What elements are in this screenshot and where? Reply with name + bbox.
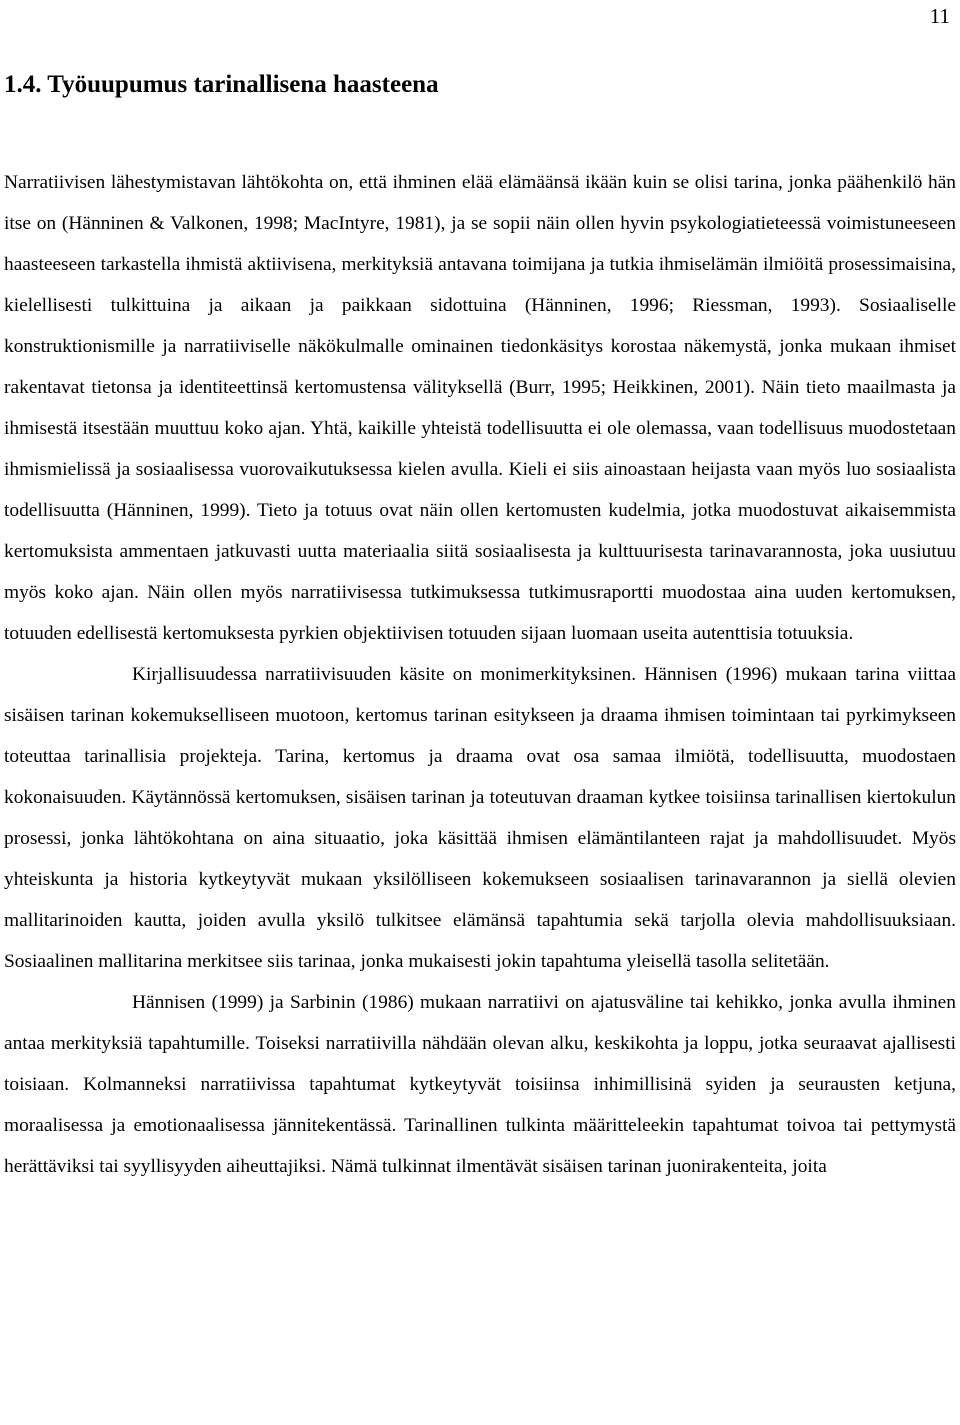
page-number: 11 <box>929 4 950 28</box>
paragraph: Kirjallisuudessa narratiivisuuden käsite on monimerkityksinen. Hännisen (1996) mukaan tarina viittaa sisäisen tarinan kokemukselliseen muotoon, kertomus tarinan esitykseen ja draama ihmisen toimintaan tai pyrkimykseen toteuttaa tarinallisia projekteja. Tarina, kertomus ja draama ovat osa samaa ilmiötä, todellisuutta, muodostaen kokonaisuuden. Käytännössä kertomuksen, sisäisen tarinan ja toteutuvan draaman kytkee toisiinsa tarinallisen kiertokulun prosessi, jonka lähtökohtana on aina situaatio, joka käsittää ihmisen elämäntilanteen rajat ja mahdollisuudet. Myös yhteiskunta ja historia kytkeytyvät mukaan yksilölliseen kokemukseen sosiaalisen tarinavarannon ja siellä olevien mallitarinoiden kautta, joiden avulla yksilö tulkitsee elämänsä tapahtumia sekä tarjolla olevia mahdollisuuksiaan. Sosiaalinen mallitarina merkitsee siis tarinaa, jonka mukaisesti jokin tapahtuma yleisellä tasolla selitetään. <box>4 664 956 972</box>
body-text <box>4 162 956 1187</box>
paragraph: Hännisen (1999) ja Sarbinin (1986) mukaan narratiivi on ajatusväline tai kehikko, jonka avulla ihminen antaa merkityksiä tapahtumille. Toiseksi narratiivilla nähdään olevan alku, keskikohta ja loppu, jotka seuraavat ajallisesti toisiaan. Kolmanneksi narratiivissa tapahtumat kytkeytyvät toisiinsa inhimillisinä syiden ja seurausten ketjuna, moraalisessa ja emotionaalisessa jännitekentässä. Tarinallinen tulkinta määritteleekin tapahtumat toivoa tai pettymystä herättäviksi tai syyllisyyden aiheuttajiksi. Nämä tulkinnat ilmentävät sisäisen tarinan juonirakenteita, joita <box>4 992 956 1177</box>
section-heading: 1.4. Työuupumus tarinallisena haasteena <box>4 71 439 98</box>
paragraph: Narratiivisen lähestymistavan lähtökohta on, että ihminen elää elämäänsä ikään kuin se olisi tarina, jonka päähenkilö hän itse on (Hänninen & Valkonen, 1998; MacIntyre, 1981), ja se sopii näin ollen hyvin psykologiatieteessä voimistuneeseen haasteeseen tarkastella ihmistä aktiivisena, merkityksiä antavana toimijana ja tutkia ihmiselämän ilmiöitä prosessimaisina, kielellisesti tulkittuina ja aikaan ja paikkaan sidottuina (Hänninen, 1996; Riessman, 1993). Sosiaaliselle konstruktionismille ja narratiiviselle näkökulmalle ominainen tiedonkäsitys korostaa näkemystä, jonka mukaan ihmiset rakentavat tietonsa ja identiteettinsä kertomustensa välityksellä (Burr, 1995; Heikkinen, 2001). Näin tieto maailmasta ja ihmisestä itsestään muuttuu koko ajan. Yhtä, kaikille yhteistä todellisuutta ei ole olemassa, vaan todellisuus muodostetaan ihmismielissä ja sosiaalisessa vuorovaikutuksessa kielen avulla. Kieli ei siis ainoastaan heijasta vaan myös luo sosiaalista todellisuutta (Hänninen, 1999). Tieto ja totuus ovat näin ollen kertomusten kudelmia, jotka muodostuvat aikaisemmista kertomuksista ammentaen jatkuvasti uutta materiaalia siitä sosiaalisesta ja kulttuurisesta tarinavarannosta, joka uusiutuu myös koko ajan. Näin ollen myös narratiivisessa tutkimuksessa tutkimusraportti muodostaa aina uuden kertomuksen, totuuden edellisestä kertomuksesta pyrkien objektiivisen totuuden sijaan luomaan useita autenttisia totuuksia. <box>4 172 956 644</box>
